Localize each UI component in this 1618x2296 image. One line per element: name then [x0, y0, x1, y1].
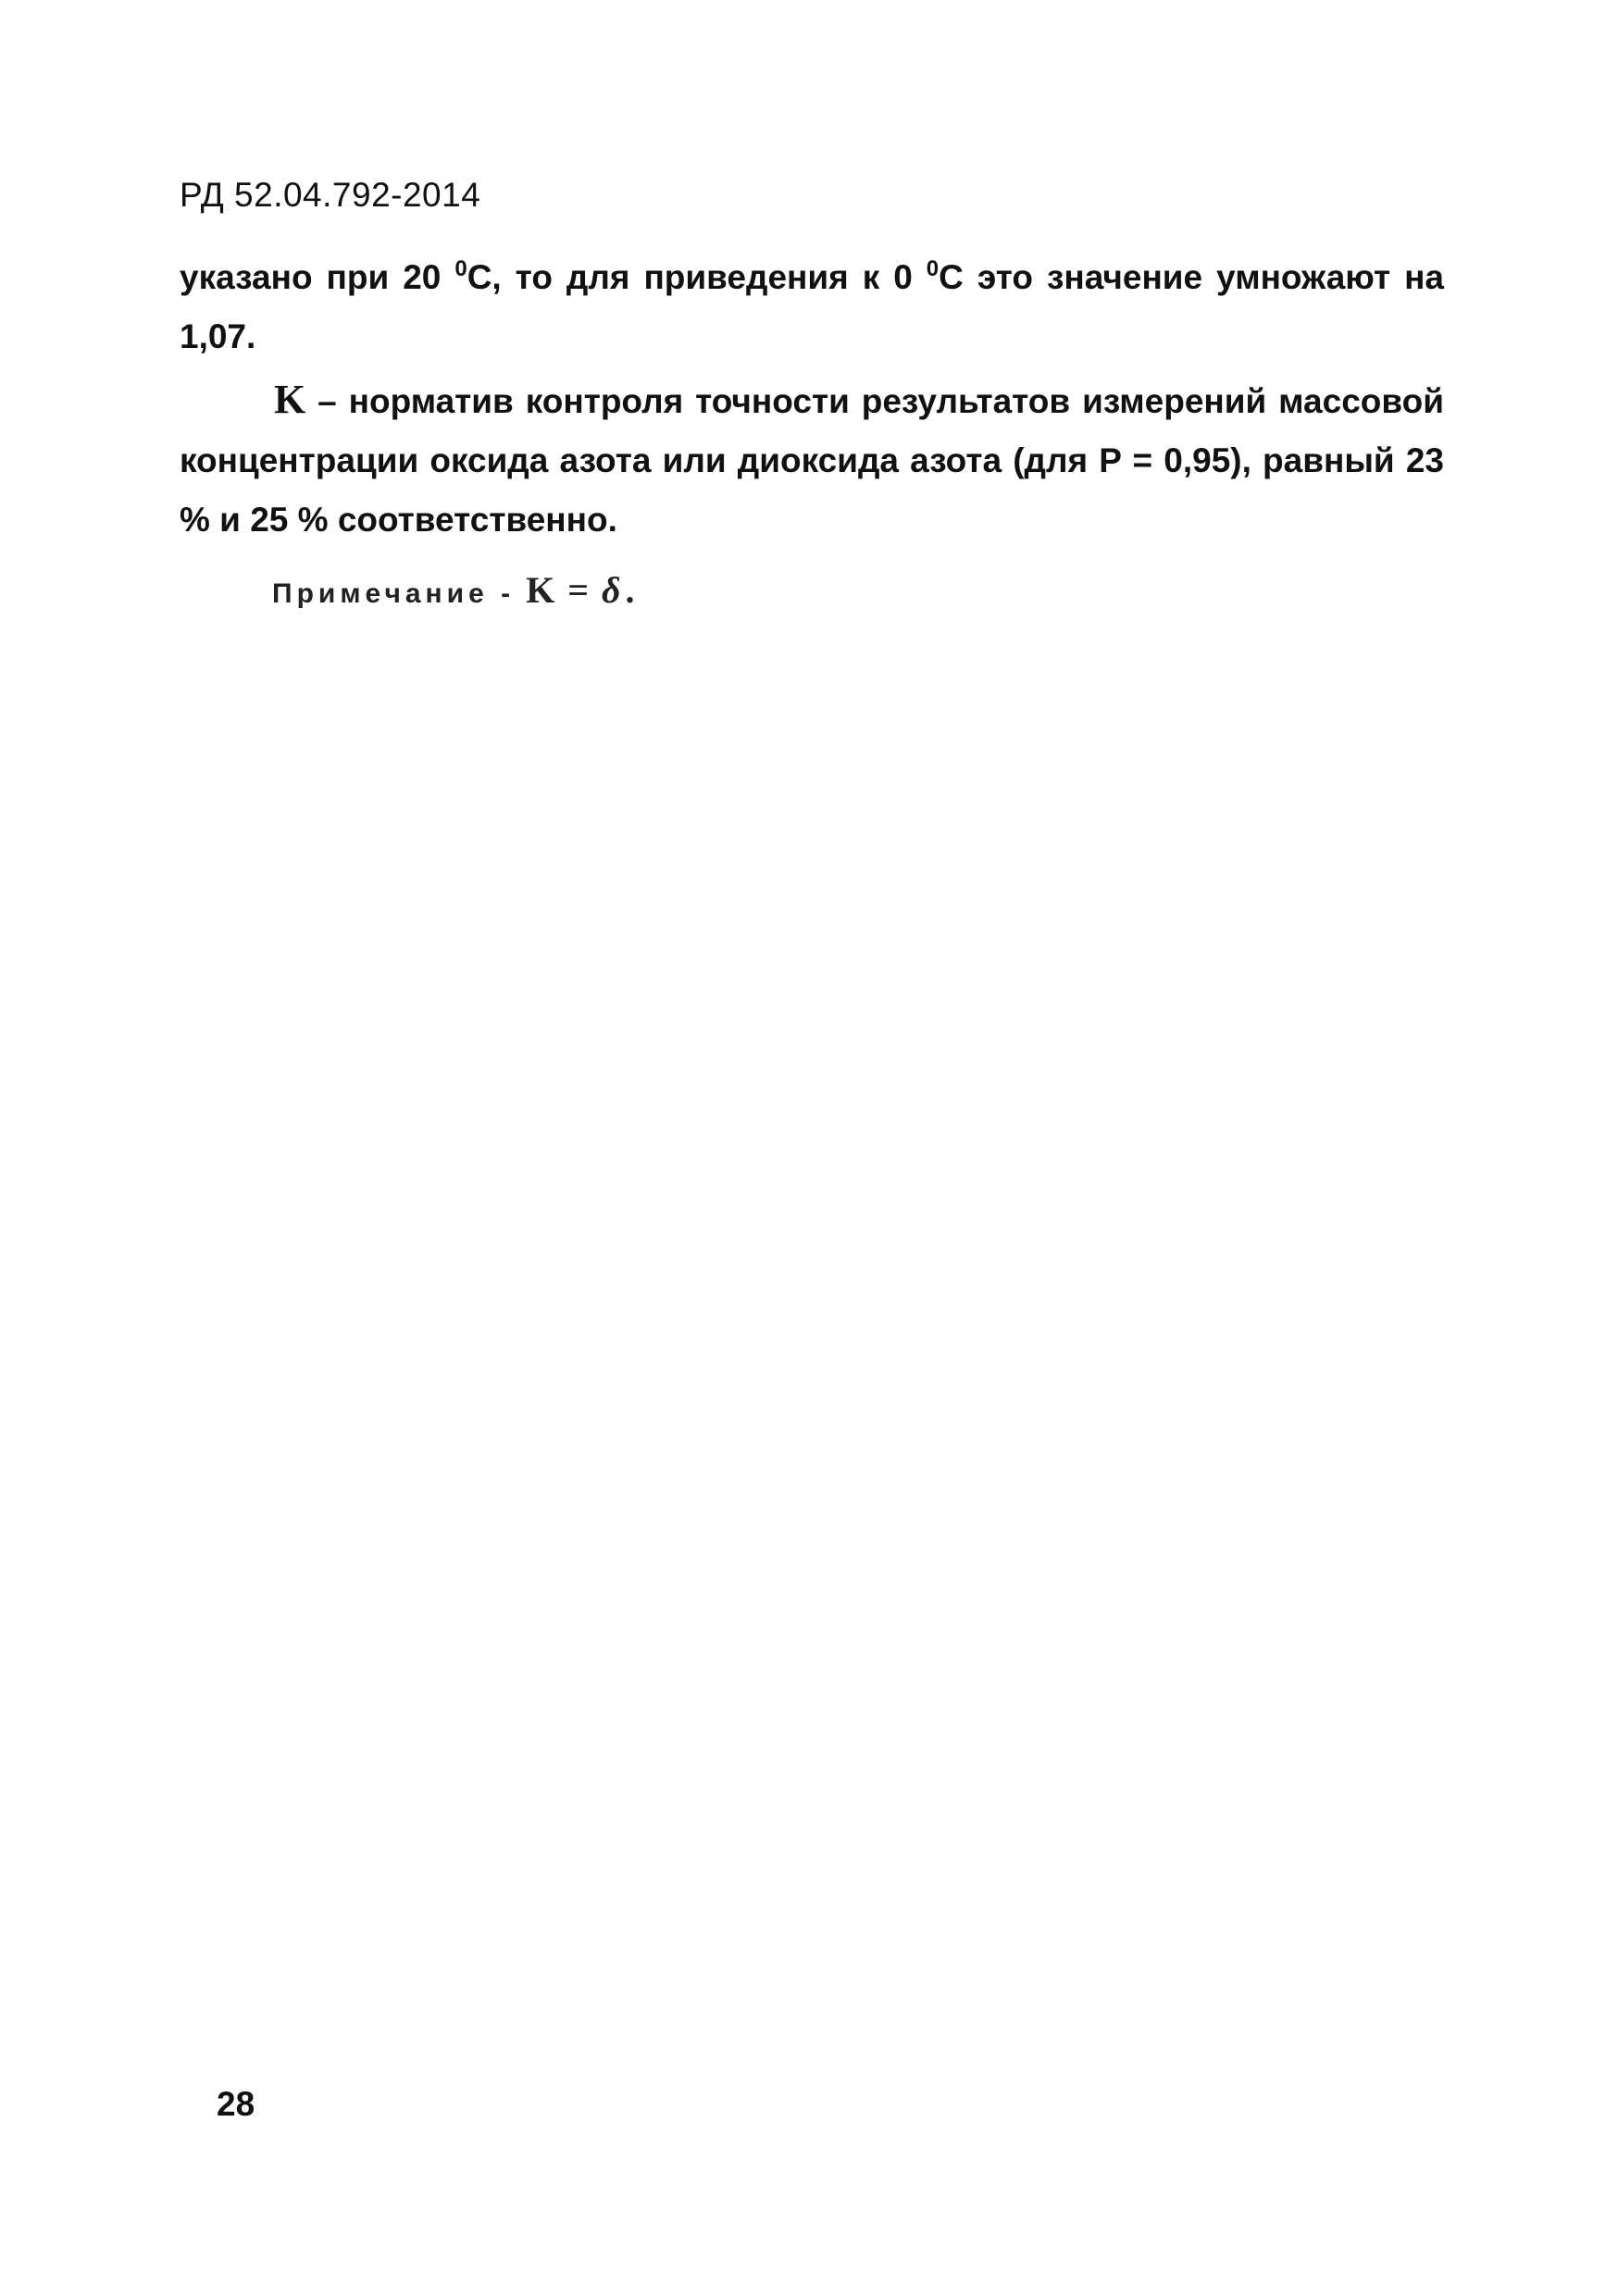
- degree-sign-1: 0: [454, 256, 467, 281]
- paragraph-temperature-conversion: [180, 248, 1444, 366]
- paragraph-1-text-a: указано при 20: [180, 258, 455, 296]
- paragraph-2-text: – норматив контроля точности результатов измерений массовой концентрации оксида азота или диоксида азота (для P = 0,95), равный 23 % и 25 % соответственно.: [180, 382, 1444, 539]
- k-symbol: K: [274, 377, 306, 422]
- page-number: 28: [217, 2085, 255, 2123]
- paragraph-k-definition: [180, 370, 1444, 550]
- note: [272, 568, 637, 612]
- document-code: РД 52.04.792-2014: [180, 176, 481, 214]
- note-label: Примечание -: [272, 578, 516, 609]
- note-equation-lhs: K =: [515, 569, 603, 611]
- note-equation-end: .: [625, 569, 637, 611]
- paragraph-1-text-c: С это значение умножают на 1,07.: [180, 258, 1444, 355]
- delta-symbol: δ: [602, 569, 626, 611]
- paragraph-1-text-b: С, то для приведения к 0: [467, 258, 927, 296]
- degree-sign-2: 0: [926, 256, 940, 281]
